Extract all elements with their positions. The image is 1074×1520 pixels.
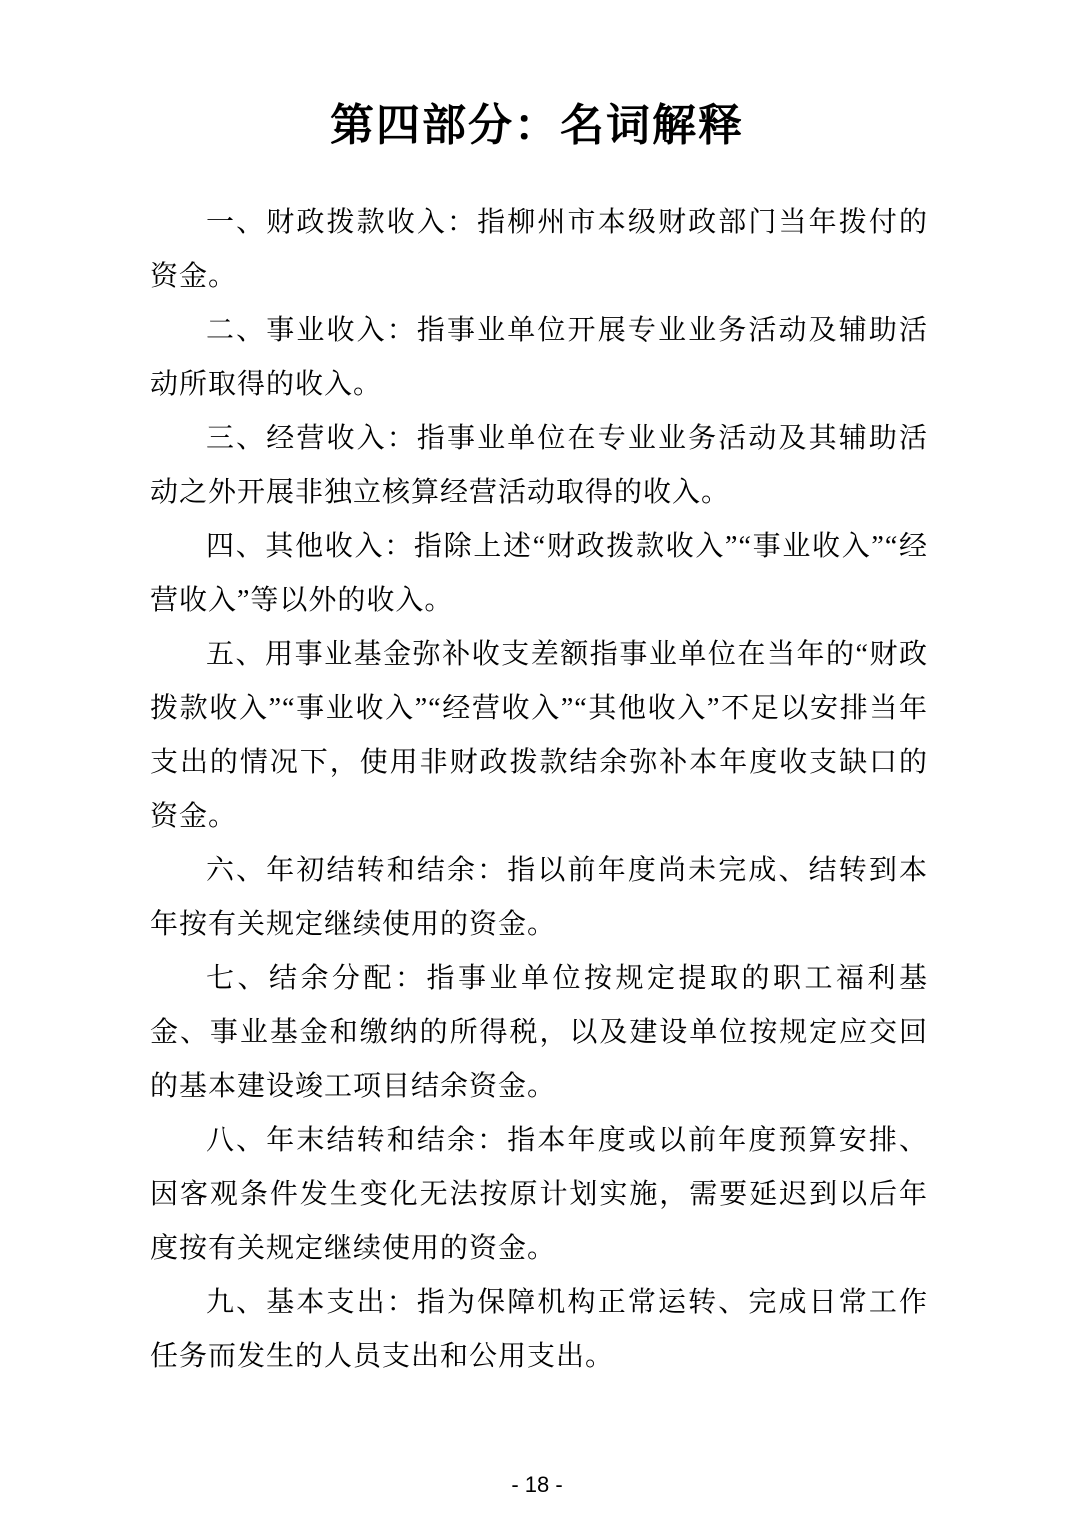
paragraph-7: 七、结余分配：指事业单位按规定提取的职工福利基金、事业基金和缴纳的所得税，以及建设单位按规定应交回的基本建设竣工项目结余资金。 [150,963,928,1102]
section-title: 第四部分：名词解释 [330,101,744,150]
paragraph-1: 一、财政拨款收入：指柳州市本级财政部门当年拨付的资金。 [150,207,928,292]
document-body [150,196,928,1384]
paragraph-9: 九、基本支出：指为保障机构正常运转、完成日常工作任务而发生的人员支出和公用支出。 [150,1287,928,1372]
paragraph-4: 四、其他收入：指除上述“财政拨款收入”“事业收入”“经营收入”等以外的收入。 [150,531,928,616]
page-number: - 18 - [511,1472,563,1497]
paragraph-5: 五、用事业基金弥补收支差额指事业单位在当年的“财政拨款收入”“事业收入”“经营收入”“其他收入”不足以安排当年支出的情况下，使用非财政拨款结余弥补本年度收支缺口的资金。 [150,639,928,832]
paragraph-2: 二、事业收入：指事业单位开展专业业务活动及辅助活动所取得的收入。 [150,315,928,400]
paragraph-3: 三、经营收入：指事业单位在专业业务活动及其辅助活动之外开展非独立核算经营活动取得的收入。 [150,423,928,508]
paragraph-6: 六、年初结转和结余：指以前年度尚未完成、结转到本年按有关规定继续使用的资金。 [150,855,928,940]
paragraph-8: 八、年末结转和结余：指本年度或以前年度预算安排、因客观条件发生变化无法按原计划实施，需要延迟到以后年度按有关规定继续使用的资金。 [150,1125,928,1264]
